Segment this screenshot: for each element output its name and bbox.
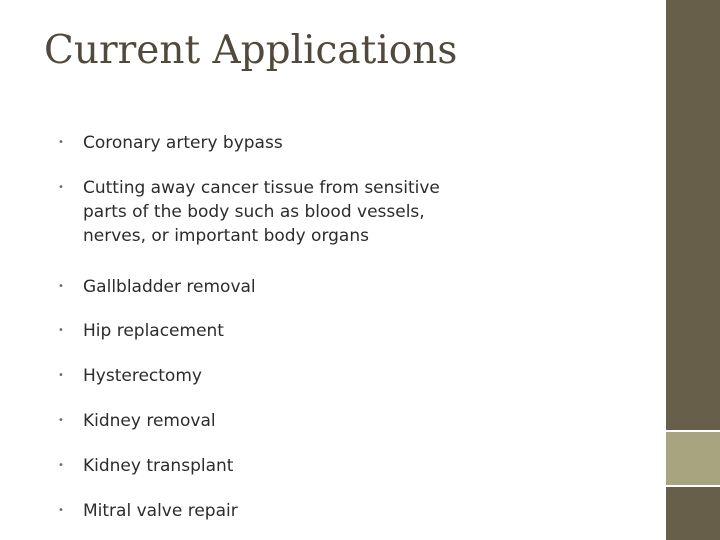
sidebar-divider (666, 485, 720, 487)
bullet-item (58, 275, 478, 299)
sidebar-accent-block (666, 432, 720, 485)
bullet-item (58, 499, 478, 523)
bullet-dot: • (58, 281, 64, 292)
bullet-text: Hysterectomy (83, 366, 202, 386)
bullet-item (58, 131, 478, 155)
bullet-text: Coronary artery bypass (83, 133, 283, 153)
bullet-item (58, 364, 478, 388)
bullet-dot: • (58, 137, 64, 148)
bullet-dot: • (58, 505, 64, 516)
bullet-dot: • (58, 182, 64, 193)
bullet-dot: • (58, 460, 64, 471)
bullet-text: Mitral valve repair (83, 501, 238, 521)
bullet-dot: • (58, 415, 64, 426)
bullet-item (58, 319, 478, 343)
bullet-dot: • (58, 370, 64, 381)
bullet-text: Cutting away cancer tissue from sensitive parts of the body such as blood vessels, nerves, or important body organs (83, 178, 440, 246)
slide-title: Current Applications (44, 28, 458, 73)
bullet-text: Kidney transplant (83, 456, 234, 476)
bullet-text: Hip replacement (83, 321, 224, 341)
bullet-text: Kidney removal (83, 411, 216, 431)
bullet-text: Gallbladder removal (83, 277, 256, 297)
bullet-dot: • (58, 325, 64, 336)
bullet-item (58, 454, 478, 478)
bullet-item (58, 409, 478, 433)
bullet-item (58, 176, 478, 248)
